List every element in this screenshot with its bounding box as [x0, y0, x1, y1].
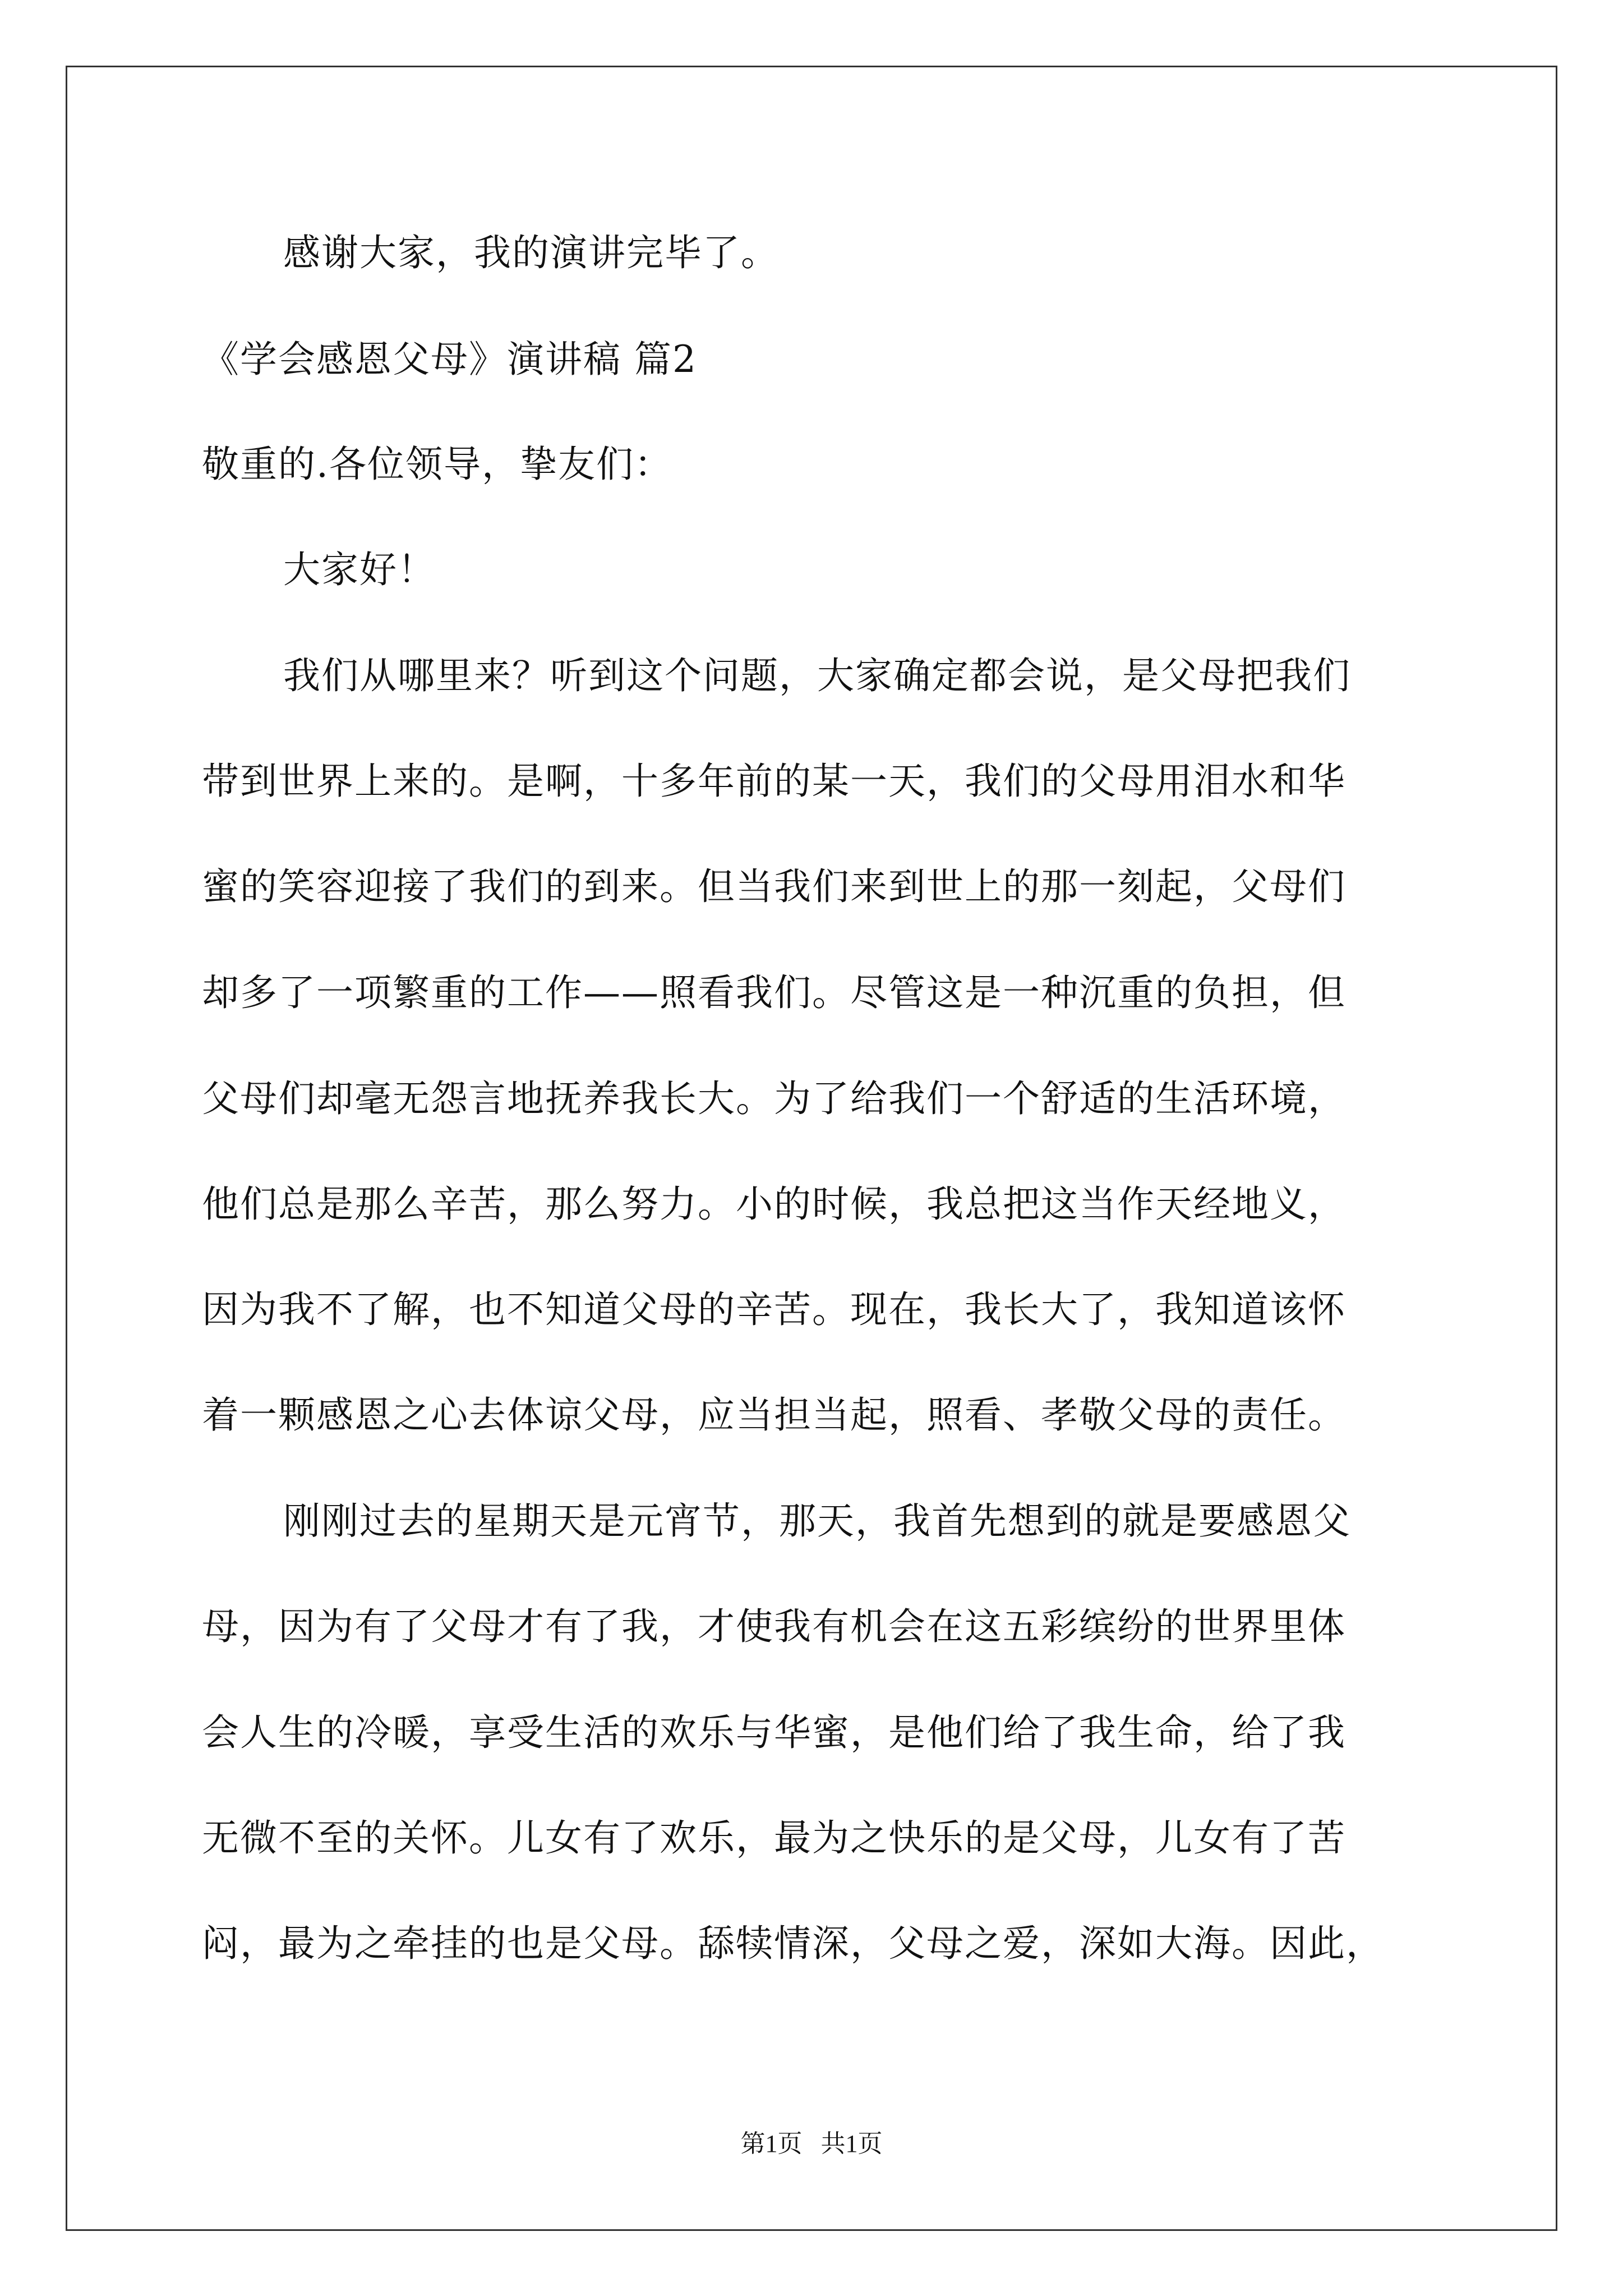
- paragraph-line: 我们从哪里来？听到这个问题，大家确定都会说，是父母把我们: [283, 654, 1351, 697]
- paragraph-line: 他们总是那么辛苦，那么努力。小的时候，我总把这当作天经地义，: [202, 1182, 1346, 1226]
- paragraph-line: 带到世界上来的。是啊，十多年前的某一天，我们的父母用泪水和华: [202, 760, 1346, 803]
- paragraph-line: 父母们却毫无怨言地抚养我长大。为了给我们一个舒适的生活环境，: [202, 1077, 1346, 1120]
- paragraph-line: 蜜的笑容迎接了我们的到来。但当我们来到世上的那一刻起，父母们: [202, 865, 1346, 908]
- paragraph-line: 会人生的冷暖，享受生活的欢乐与华蜜，是他们给了我生命，给了我: [202, 1711, 1346, 1754]
- section-heading: 《学会感恩父母》演讲稿 篇2: [202, 338, 697, 381]
- page-border: [66, 66, 1557, 2231]
- salutation: 敬重的.各位领导，挚友们：: [202, 443, 672, 486]
- closing-line: 感谢大家，我的演讲完毕了。: [283, 231, 779, 274]
- paragraph-line: 着一颗感恩之心去体谅父母，应当担当起，照看、孝敬父母的责任。: [202, 1393, 1346, 1437]
- page-number-footer: 第1页 共1页: [740, 2130, 883, 2157]
- paragraph-line: 无微不至的关怀。儿女有了欢乐，最为之快乐的是父母，儿女有了苦: [202, 1816, 1346, 1860]
- paragraph-line: 母，因为有了父母才有了我，才使我有机会在这五彩缤纷的世界里体: [202, 1605, 1346, 1648]
- paragraph-line: 因为我不了解，也不知道父母的辛苦。现在，我长大了，我知道该怀: [202, 1288, 1346, 1331]
- paragraph-line: 刚刚过去的星期天是元宵节，那天，我首先想到的就是要感恩父: [283, 1499, 1351, 1543]
- paragraph-line: 却多了一项繁重的工作——照看我们。尽管这是一种沉重的负担，但: [202, 971, 1346, 1014]
- paragraph-line: 闷，最为之牵挂的也是父母。舔犊情深，父母之爱，深如大海。因此，: [202, 1922, 1384, 1965]
- greeting: 大家好！: [283, 548, 436, 591]
